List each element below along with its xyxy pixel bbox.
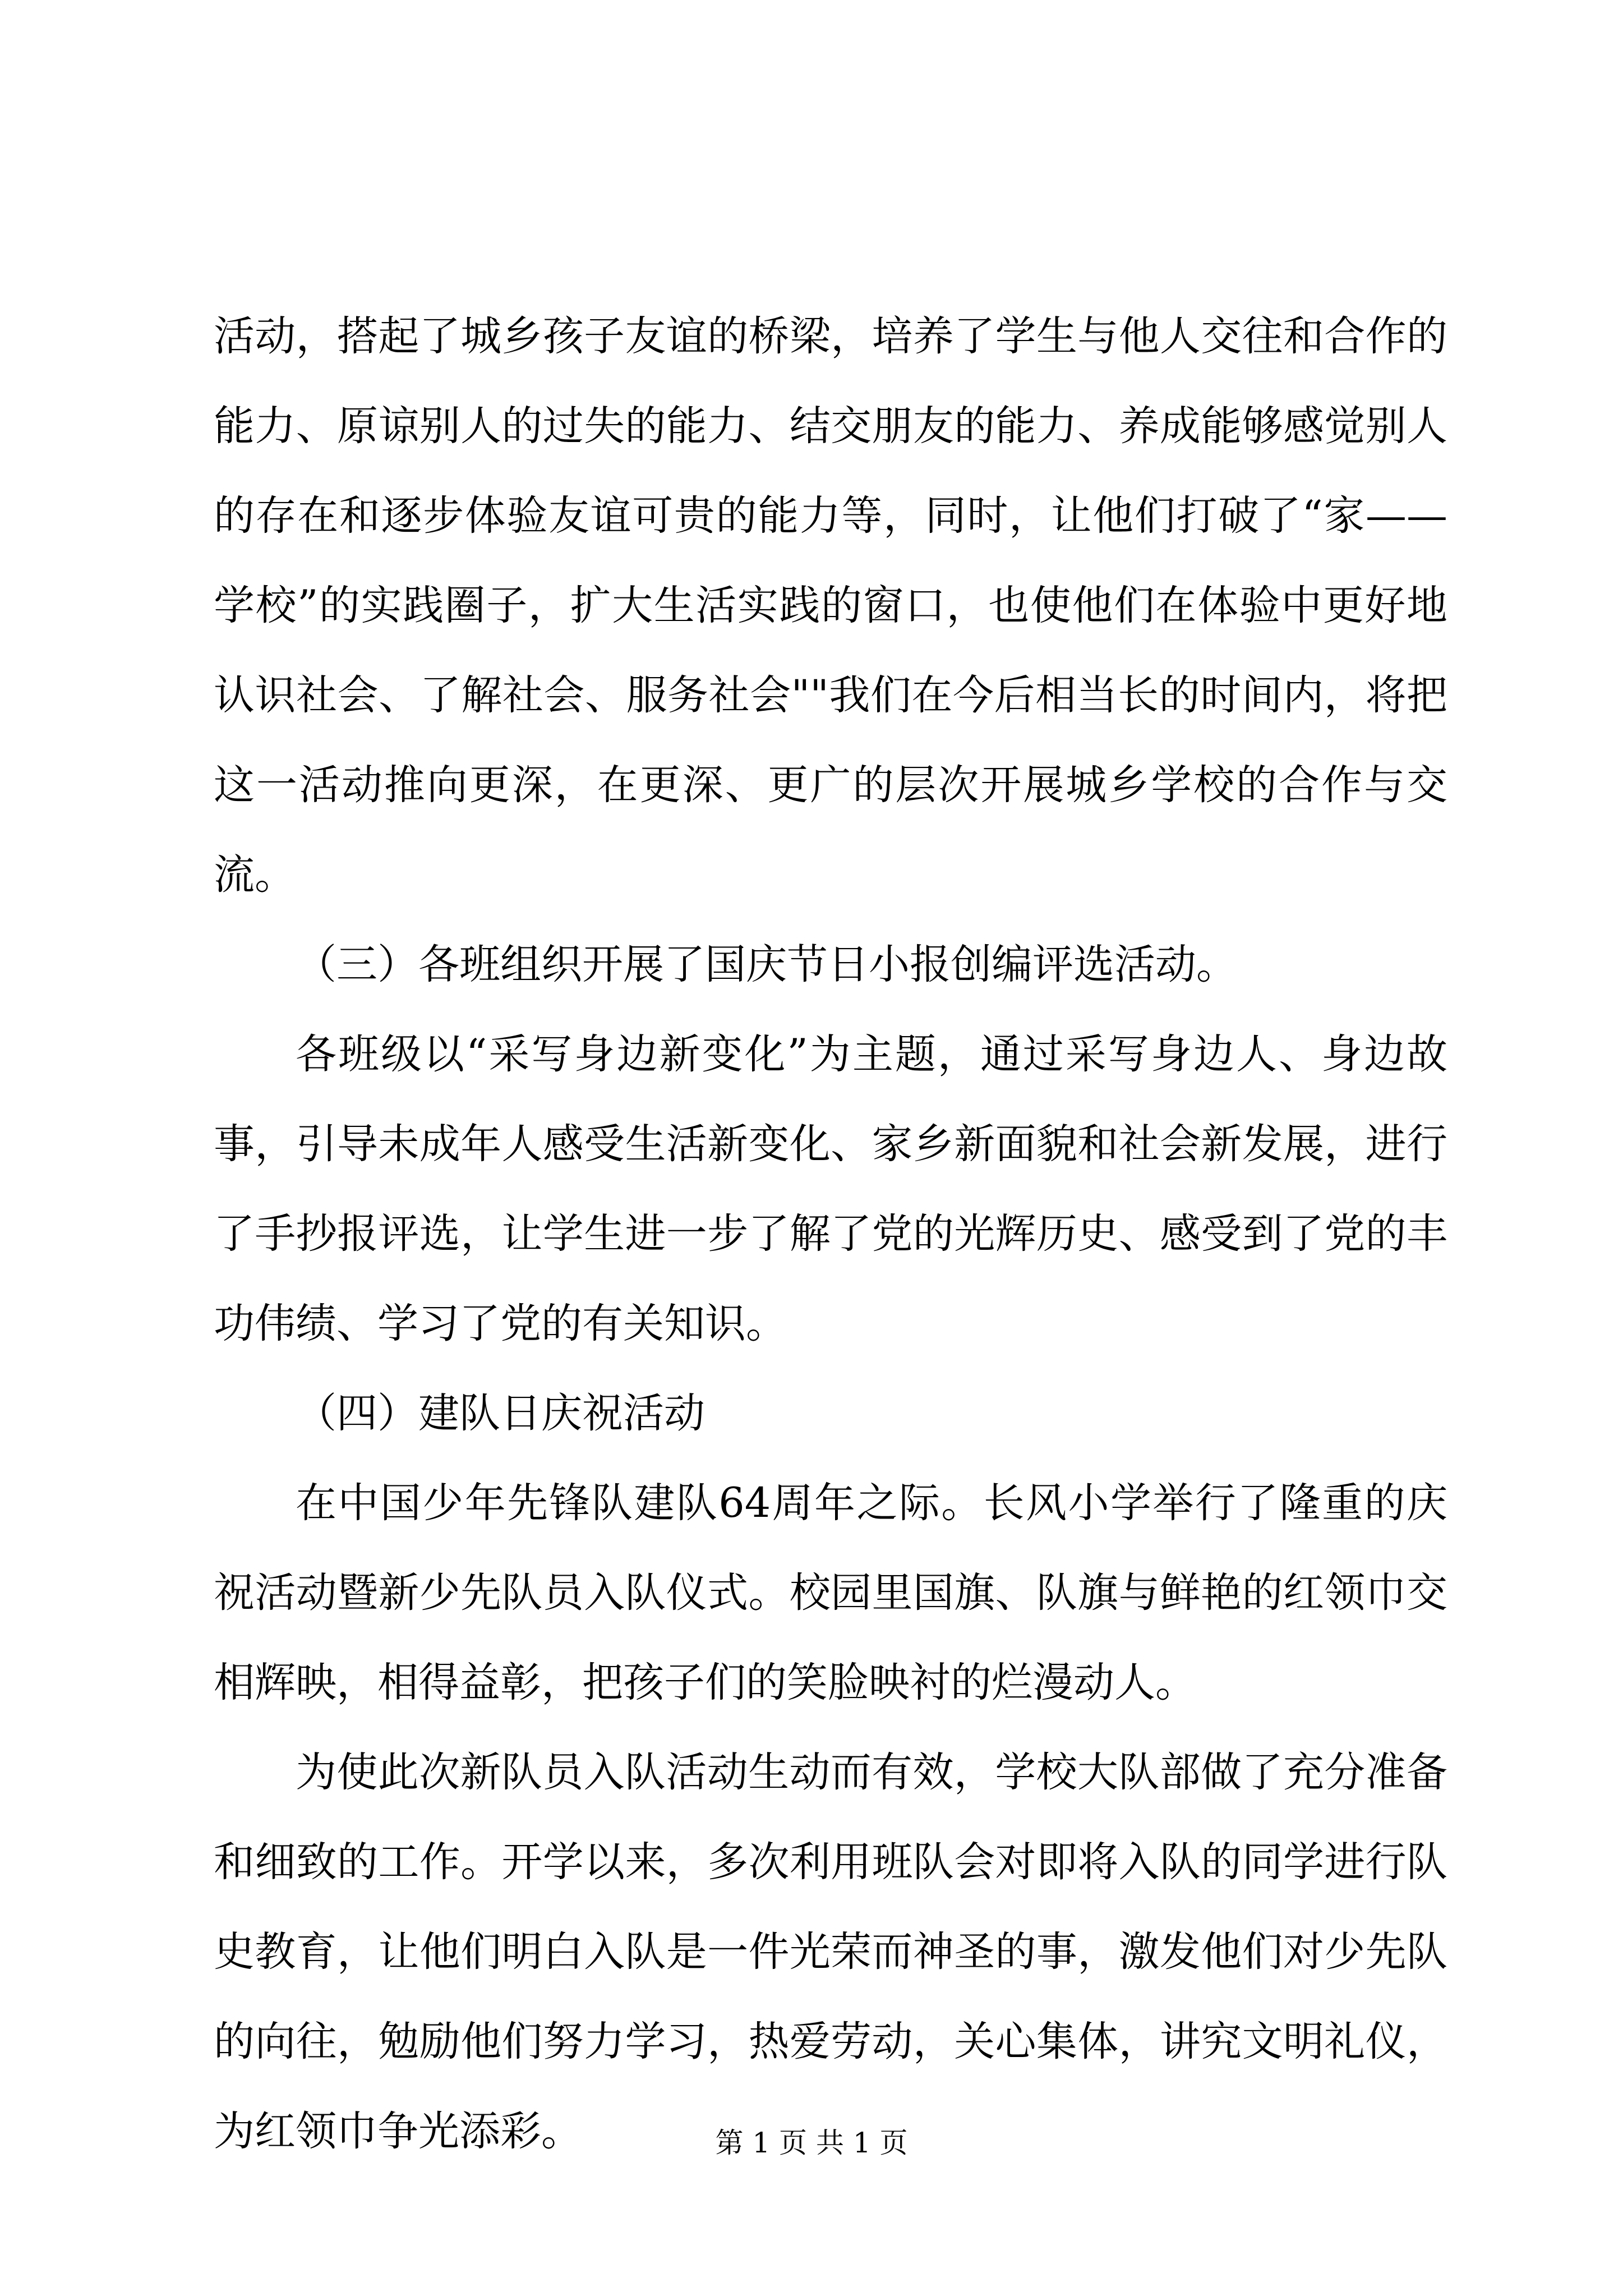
paragraph: 在中国少年先锋队建队64周年之际。长风小学举行了隆重的庆祝活动暨新少先队员入队仪式。校园里国旗、队旗与鲜艳的红领巾交相辉映，相得益彰，把孩子们的笑脸映衬的烂漫动人。	[214, 1479, 1447, 1706]
section-heading-4: （四）建队日庆祝活动	[296, 1389, 705, 1437]
page-number-footer: 第 1 页 共 1 页	[715, 2127, 908, 2159]
section-heading-3: （三）各班组织开展了国庆节日小报创编评选活动。	[296, 941, 1237, 988]
paragraph: 各班级以“采写身边新变化”为主题，通过采写身边人、身边故事，引导未成年人感受生活新变化、家乡新面貌和社会新发展，进行了手抄报评选，让学生进一步了解了党的光辉历史、感受到了党的丰功伟绩、学习了党的有关知识。	[214, 1030, 1447, 1347]
paragraph-continuation: 活动，搭起了城乡孩子友谊的桥梁，培养了学生与他人交往和合作的能力、原谅别人的过失的能力、结交朋友的能力、养成能够感觉别人的存在和逐步体验友谊可贵的能力等，同时，让他们打破了“家——学校”的实践圈子，扩大生活实践的窗口，也使他们在体验中更好地认识社会、了解社会、服务社会""我们在今后相当长的时间内，将把这一活动推向更深，在更深、更广的层次开展城乡学校的合作与交流。	[214, 312, 1447, 899]
paragraph: 为使此次新队员入队活动生动而有效，学校大队部做了充分准备和细致的工作。开学以来，多次利用班队会对即将入队的同学进行队史教育，让他们明白入队是一件光荣而神圣的事，激发他们对少先队的向往，勉励他们努力学习，热爱劳动，关心集体，讲究文明礼仪，为红领巾争光添彩。	[214, 1749, 1447, 2155]
document-body	[214, 292, 1447, 2177]
